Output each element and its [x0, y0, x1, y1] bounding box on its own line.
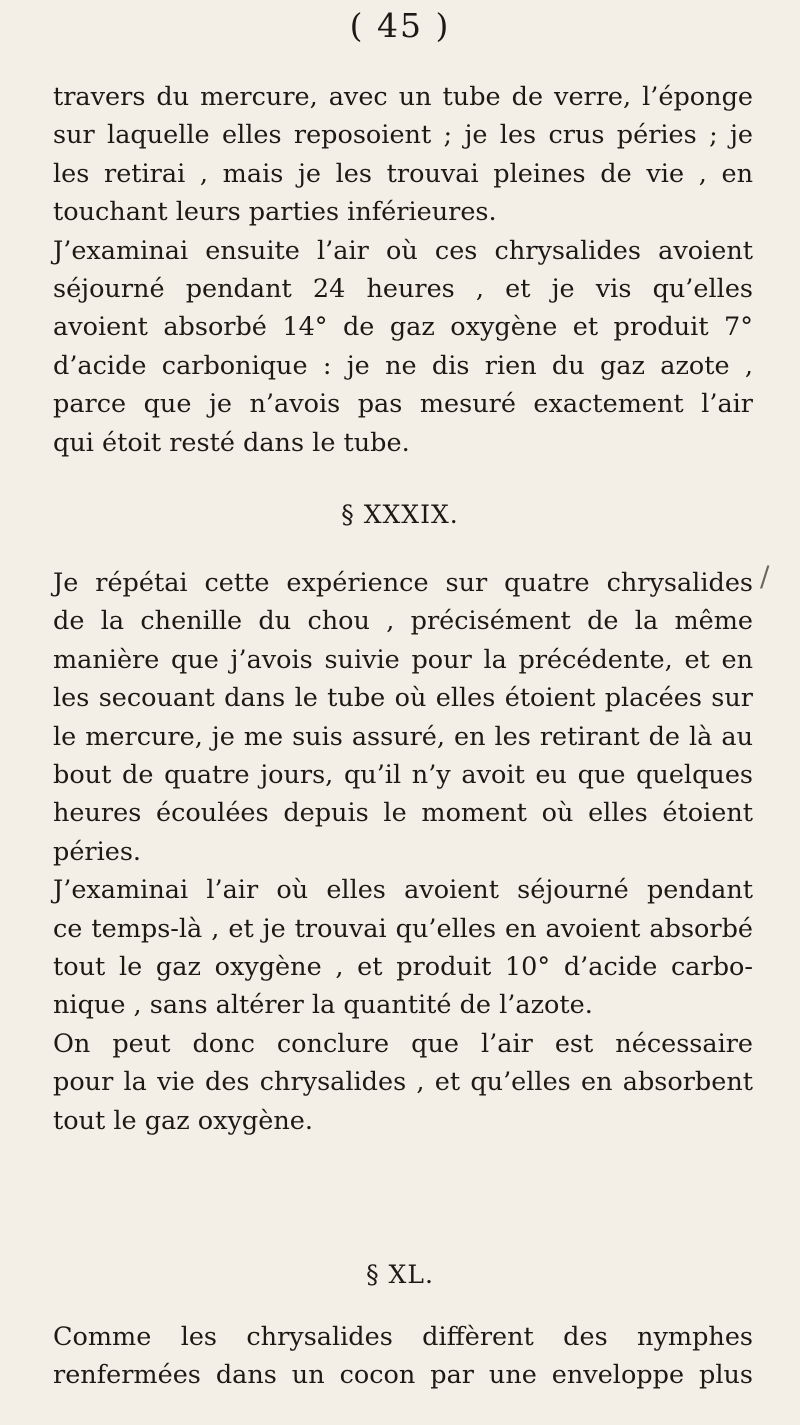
text-line: le mercure, je me suis assuré, en les retirant de là au [53, 721, 753, 752]
text-line: travers du mercure, avec un tube de verre, l’éponge [53, 82, 753, 112]
paragraph-block-1 [53, 78, 753, 462]
text-line: pour la vie des chrysalides , et qu’elles en absorbent [53, 1067, 753, 1098]
text-line: heures écoulées depuis le moment où elles étoient [53, 798, 753, 829]
text-line: Je répétai cette expérience sur quatre chrysalides [53, 568, 753, 598]
text-line: ce temps-là , et je trouvai qu’elles en avoient absorbé [53, 913, 753, 944]
text-line: manière que j’avois suivie pour la précédente, et en [53, 644, 753, 675]
text-line: parce que je n’avois pas mesuré exactement l’air [53, 389, 753, 420]
text-line: séjourné pendant 24 heures , et je vis qu’elles [53, 274, 753, 305]
text-line: bout de quatre jours, qu’il n’y avoit eu que quelques [53, 760, 753, 791]
text-line: avoient absorbé 14° de gaz oxygène et produit 7° [53, 312, 753, 343]
text-line: les retirai , mais je les trouvai pleines de vie , en [53, 158, 753, 189]
text-line: J’examinai ensuite l’air où ces chrysalides avoient [53, 235, 753, 266]
paragraph-block-3 [53, 1318, 753, 1395]
text-line: nique , sans altérer la quantité de l’azote. [53, 990, 593, 1021]
text-line: qui étoit resté dans le tube. [53, 427, 410, 458]
section-heading-xl: § XL. [366, 1260, 434, 1289]
text-line: sur laquelle elles reposoient ; je les crus péries ; je [53, 120, 753, 151]
section-heading-xxxix: § XXXIX. [341, 500, 459, 529]
text-line: On peut donc conclure que l’air est nécessaire [53, 1028, 753, 1059]
page-number: ( 45 ) [349, 6, 451, 45]
margin-mark: / [760, 560, 770, 593]
text-line: d’acide carbonique : je ne dis rien du gaz azote , [53, 350, 753, 381]
text-line: renfermées dans un cocon par une enveloppe plus [53, 1360, 753, 1391]
text-line: Comme les chrysalides diffèrent des nymphes [53, 1322, 753, 1352]
text-line: touchant leurs parties inférieures. [53, 197, 497, 228]
text-line: de la chenille du chou , précisément de la même [53, 606, 753, 637]
text-line: J’examinai l’air où elles avoient séjourné pendant [53, 875, 753, 906]
text-line: péries. [53, 836, 142, 867]
text-line: tout le gaz oxygène , et produit 10° d’acide carbo- [53, 952, 753, 983]
text-line: les secouant dans le tube où elles étoient placées sur [53, 683, 753, 714]
paragraph-block-2 [53, 564, 753, 1140]
text-line: tout le gaz oxygène. [53, 1105, 313, 1136]
